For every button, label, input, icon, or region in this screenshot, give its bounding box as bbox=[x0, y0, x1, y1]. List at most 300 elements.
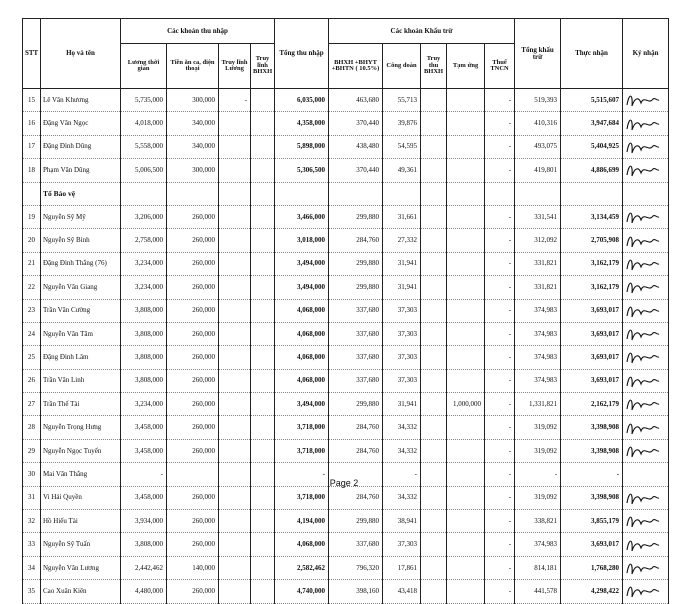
cell-total: - bbox=[275, 463, 329, 486]
cell-ded: 338,821 bbox=[515, 510, 561, 533]
cell-salary: 2,442,462 bbox=[121, 556, 167, 579]
cell-signature bbox=[623, 393, 669, 416]
cell-refund bbox=[421, 346, 447, 369]
cell-total: 3,494,000 bbox=[275, 393, 329, 416]
cell-adv bbox=[447, 556, 485, 579]
cell-signature bbox=[623, 276, 669, 299]
cell-net: 5,515,607 bbox=[561, 89, 623, 112]
cell-union: 49,361 bbox=[383, 159, 421, 182]
handwritten-signature-icon bbox=[623, 138, 661, 156]
cell-salary: 3,808,000 bbox=[121, 533, 167, 556]
cell-total: 3,494,000 bbox=[275, 276, 329, 299]
cell-adv bbox=[447, 369, 485, 392]
cell-adv bbox=[447, 229, 485, 252]
header-signature: Ký nhận bbox=[623, 19, 669, 89]
cell-adv bbox=[447, 89, 485, 112]
cell-refund bbox=[421, 299, 447, 322]
cell-name: Đặng Đình Lâm bbox=[41, 346, 121, 369]
cell-name: Hồ Hiếu Tài bbox=[41, 510, 121, 533]
header-deduction-group: Các khoản Khấu trừ bbox=[329, 19, 515, 44]
cell-signature bbox=[623, 252, 669, 275]
header-row-top bbox=[23, 19, 669, 44]
handwritten-signature-icon bbox=[623, 232, 661, 250]
cell-avg bbox=[219, 393, 251, 416]
cell-refund bbox=[421, 510, 447, 533]
cell-stt: 17 bbox=[23, 135, 41, 158]
cell-refund bbox=[421, 322, 447, 345]
cell-meal: 260,000 bbox=[167, 510, 219, 533]
cell-bhxh bbox=[251, 112, 275, 135]
cell-net: 2,705,908 bbox=[561, 229, 623, 252]
cell-refund bbox=[421, 580, 447, 603]
table-row bbox=[23, 580, 669, 603]
cell-signature bbox=[623, 229, 669, 252]
cell-name: Trần Thế Tài bbox=[41, 393, 121, 416]
cell-total: 5,898,000 bbox=[275, 135, 329, 158]
cell-avg bbox=[219, 135, 251, 158]
header-net: Thực nhận bbox=[561, 19, 623, 89]
cell-ins: 299,880 bbox=[329, 252, 383, 275]
cell-refund bbox=[421, 252, 447, 275]
cell-salary: 4,018,000 bbox=[121, 112, 167, 135]
cell-meal: 260,000 bbox=[167, 580, 219, 603]
cell-ded: 419,801 bbox=[515, 159, 561, 182]
cell-stt: 18 bbox=[23, 159, 41, 182]
cell-ded: 319,092 bbox=[515, 439, 561, 462]
handwritten-signature-icon bbox=[623, 489, 661, 507]
table-row bbox=[23, 322, 669, 345]
cell-bhxh bbox=[251, 486, 275, 509]
cell-net: 3,162,179 bbox=[561, 252, 623, 275]
cell-union: 54,595 bbox=[383, 135, 421, 158]
cell-ins: 284,760 bbox=[329, 486, 383, 509]
cell-ded: 331,541 bbox=[515, 205, 561, 228]
cell-ded: 814,181 bbox=[515, 556, 561, 579]
cell-union: 37,303 bbox=[383, 322, 421, 345]
cell-ins: 370,440 bbox=[329, 112, 383, 135]
cell-ins: 299,880 bbox=[329, 205, 383, 228]
cell-avg bbox=[219, 439, 251, 462]
cell-signature bbox=[623, 510, 669, 533]
cell-salary: 3,234,000 bbox=[121, 276, 167, 299]
cell-salary: - bbox=[121, 463, 167, 486]
cell-adv bbox=[447, 533, 485, 556]
cell-refund bbox=[421, 205, 447, 228]
cell-net: 3,947,684 bbox=[561, 112, 623, 135]
table-row bbox=[23, 229, 669, 252]
cell-union: 27,332 bbox=[383, 229, 421, 252]
cell-avg bbox=[219, 486, 251, 509]
cell-meal: 260,000 bbox=[167, 416, 219, 439]
handwritten-signature-icon bbox=[623, 91, 661, 109]
cell-meal: 260,000 bbox=[167, 229, 219, 252]
handwritten-signature-icon bbox=[623, 512, 661, 530]
cell-bhxh bbox=[251, 205, 275, 228]
cell-bhxh bbox=[251, 346, 275, 369]
cell-name: Nguyễn Văn Tâm bbox=[41, 322, 121, 345]
cell-total: 4,358,000 bbox=[275, 112, 329, 135]
cell-bhxh bbox=[251, 393, 275, 416]
cell-meal: 260,000 bbox=[167, 486, 219, 509]
cell-tax: - bbox=[485, 556, 515, 579]
cell-tax: - bbox=[485, 322, 515, 345]
cell-name: Tổ Bảo vệ bbox=[41, 182, 121, 205]
cell-name: Cao Xuân Kiên bbox=[41, 580, 121, 603]
cell-union: 17,861 bbox=[383, 556, 421, 579]
cell-signature bbox=[623, 556, 669, 579]
cell-salary: 3,934,000 bbox=[121, 510, 167, 533]
table-row bbox=[23, 205, 669, 228]
cell-avg: - bbox=[219, 89, 251, 112]
cell-ins: 337,680 bbox=[329, 533, 383, 556]
cell-total: 4,068,000 bbox=[275, 299, 329, 322]
cell-union: 37,303 bbox=[383, 369, 421, 392]
cell-tax: - bbox=[485, 463, 515, 486]
cell-ded: 374,983 bbox=[515, 322, 561, 345]
cell-tax: - bbox=[485, 533, 515, 556]
table-row bbox=[23, 89, 669, 112]
header-insurance: BHXH +BHYT +BHTN ( 10.5%) bbox=[329, 44, 383, 89]
cell-net: 3,162,179 bbox=[561, 276, 623, 299]
cell-ded: 1,331,821 bbox=[515, 393, 561, 416]
cell-tax: - bbox=[485, 416, 515, 439]
handwritten-signature-icon bbox=[623, 161, 661, 179]
cell-bhxh bbox=[251, 439, 275, 462]
handwritten-signature-icon bbox=[623, 395, 661, 413]
header-union: Công đoàn bbox=[383, 44, 421, 89]
cell-name: Nguyễn Sỹ Mỹ bbox=[41, 205, 121, 228]
cell-net: 3,855,179 bbox=[561, 510, 623, 533]
cell-adv bbox=[447, 416, 485, 439]
cell-meal: 260,000 bbox=[167, 299, 219, 322]
cell-net bbox=[561, 182, 623, 205]
cell-bhxh bbox=[251, 556, 275, 579]
cell-salary: 3,808,000 bbox=[121, 346, 167, 369]
cell-tax: - bbox=[485, 580, 515, 603]
cell-ins bbox=[329, 182, 383, 205]
table-row bbox=[23, 135, 669, 158]
cell-net: 3,693,017 bbox=[561, 346, 623, 369]
cell-salary: 3,458,000 bbox=[121, 439, 167, 462]
cell-bhxh bbox=[251, 229, 275, 252]
handwritten-signature-icon bbox=[623, 582, 661, 600]
cell-signature bbox=[623, 346, 669, 369]
cell-meal: 340,000 bbox=[167, 135, 219, 158]
cell-tax: - bbox=[485, 205, 515, 228]
cell-signature bbox=[623, 159, 669, 182]
cell-tax: - bbox=[485, 159, 515, 182]
cell-name: Mai Văn Thắng bbox=[41, 463, 121, 486]
table-row bbox=[23, 182, 669, 205]
cell-ins: 337,680 bbox=[329, 299, 383, 322]
cell-name: Trần Văn Linh bbox=[41, 369, 121, 392]
cell-salary: 3,808,000 bbox=[121, 322, 167, 345]
cell-ins: 796,320 bbox=[329, 556, 383, 579]
header-back-bhxh: Truy lĩnh BHXH bbox=[251, 44, 275, 89]
cell-union: 31,661 bbox=[383, 205, 421, 228]
cell-stt: 35 bbox=[23, 580, 41, 603]
cell-total: 5,306,500 bbox=[275, 159, 329, 182]
cell-name: Vi Hải Quyền bbox=[41, 486, 121, 509]
cell-union: 37,303 bbox=[383, 533, 421, 556]
cell-stt: 22 bbox=[23, 276, 41, 299]
table-row bbox=[23, 533, 669, 556]
cell-adv bbox=[447, 159, 485, 182]
cell-bhxh bbox=[251, 299, 275, 322]
cell-meal: 300,000 bbox=[167, 159, 219, 182]
payroll-body bbox=[23, 89, 669, 604]
cell-union: 55,713 bbox=[383, 89, 421, 112]
cell-refund bbox=[421, 112, 447, 135]
cell-adv bbox=[447, 510, 485, 533]
cell-name: Nguyễn Văn Giang bbox=[41, 276, 121, 299]
cell-net: 5,404,925 bbox=[561, 135, 623, 158]
cell-signature bbox=[623, 486, 669, 509]
cell-tax: - bbox=[485, 112, 515, 135]
cell-ded: 331,821 bbox=[515, 252, 561, 275]
cell-net: 3,398,908 bbox=[561, 439, 623, 462]
cell-net: 3,398,908 bbox=[561, 486, 623, 509]
cell-stt: 29 bbox=[23, 439, 41, 462]
cell-tax: - bbox=[485, 510, 515, 533]
cell-avg bbox=[219, 159, 251, 182]
cell-union: 38,941 bbox=[383, 510, 421, 533]
cell-stt: 15 bbox=[23, 89, 41, 112]
cell-signature bbox=[623, 322, 669, 345]
cell-ded: 374,983 bbox=[515, 369, 561, 392]
cell-name: Đặng Đình Dũng bbox=[41, 135, 121, 158]
cell-union: 31,941 bbox=[383, 252, 421, 275]
cell-meal: 260,000 bbox=[167, 276, 219, 299]
cell-total: 3,494,000 bbox=[275, 252, 329, 275]
cell-tax: - bbox=[485, 252, 515, 275]
table-row bbox=[23, 439, 669, 462]
cell-salary: 3,234,000 bbox=[121, 393, 167, 416]
cell-bhxh bbox=[251, 89, 275, 112]
cell-salary: 4,480,000 bbox=[121, 580, 167, 603]
cell-ded: 410,316 bbox=[515, 112, 561, 135]
cell-stt: 32 bbox=[23, 510, 41, 533]
cell-ded: 374,983 bbox=[515, 346, 561, 369]
cell-refund bbox=[421, 159, 447, 182]
cell-ded: 493,075 bbox=[515, 135, 561, 158]
cell-union: 34,332 bbox=[383, 416, 421, 439]
payroll-table bbox=[22, 18, 669, 604]
cell-signature bbox=[623, 439, 669, 462]
cell-signature bbox=[623, 580, 669, 603]
cell-avg bbox=[219, 416, 251, 439]
cell-stt: 28 bbox=[23, 416, 41, 439]
header-name: Họ và tên bbox=[41, 19, 121, 89]
cell-name: Nguyễn Văn Lương bbox=[41, 556, 121, 579]
cell-ins: 337,680 bbox=[329, 322, 383, 345]
handwritten-signature-icon bbox=[623, 442, 661, 460]
cell-total: 3,718,000 bbox=[275, 486, 329, 509]
cell-stt: 34 bbox=[23, 556, 41, 579]
cell-adv bbox=[447, 346, 485, 369]
cell-net: 4,886,699 bbox=[561, 159, 623, 182]
cell-union: 31,941 bbox=[383, 393, 421, 416]
cell-refund bbox=[421, 182, 447, 205]
cell-bhxh bbox=[251, 135, 275, 158]
cell-avg bbox=[219, 276, 251, 299]
cell-avg bbox=[219, 510, 251, 533]
cell-bhxh bbox=[251, 182, 275, 205]
cell-ins: 284,760 bbox=[329, 439, 383, 462]
cell-signature bbox=[623, 299, 669, 322]
cell-tax: - bbox=[485, 135, 515, 158]
cell-ded: - bbox=[515, 463, 561, 486]
cell-adv bbox=[447, 322, 485, 345]
header-advance: Tạm ứng bbox=[447, 44, 485, 89]
cell-ded: 441,578 bbox=[515, 580, 561, 603]
cell-net: 3,693,017 bbox=[561, 322, 623, 345]
cell-tax: - bbox=[485, 393, 515, 416]
cell-adv bbox=[447, 112, 485, 135]
cell-union: 43,418 bbox=[383, 580, 421, 603]
cell-tax: - bbox=[485, 486, 515, 509]
cell-stt: 30 bbox=[23, 463, 41, 486]
cell-refund bbox=[421, 369, 447, 392]
cell-bhxh bbox=[251, 159, 275, 182]
cell-tax: - bbox=[485, 89, 515, 112]
cell-total: 3,466,000 bbox=[275, 205, 329, 228]
cell-net: 3,398,908 bbox=[561, 416, 623, 439]
cell-refund bbox=[421, 89, 447, 112]
table-row bbox=[23, 510, 669, 533]
cell-meal: 260,000 bbox=[167, 369, 219, 392]
cell-adv bbox=[447, 439, 485, 462]
cell-total: 4,740,000 bbox=[275, 580, 329, 603]
cell-refund bbox=[421, 556, 447, 579]
cell-avg bbox=[219, 580, 251, 603]
cell-adv bbox=[447, 580, 485, 603]
cell-adv bbox=[447, 252, 485, 275]
cell-adv: 1,000,000 bbox=[447, 393, 485, 416]
table-row bbox=[23, 112, 669, 135]
cell-meal: 260,000 bbox=[167, 346, 219, 369]
cell-total: 4,068,000 bbox=[275, 533, 329, 556]
cell-net: 2,162,179 bbox=[561, 393, 623, 416]
cell-meal: 260,000 bbox=[167, 533, 219, 556]
cell-tax: - bbox=[485, 439, 515, 462]
cell-bhxh bbox=[251, 416, 275, 439]
cell-salary: 3,808,000 bbox=[121, 369, 167, 392]
cell-total: 2,582,462 bbox=[275, 556, 329, 579]
cell-union: - bbox=[383, 463, 421, 486]
cell-total: 3,718,000 bbox=[275, 439, 329, 462]
cell-net: 3,693,017 bbox=[561, 299, 623, 322]
cell-salary: 3,458,000 bbox=[121, 416, 167, 439]
header-total-deduction: Tổng khấu trừ bbox=[515, 19, 561, 89]
cell-ins: 370,440 bbox=[329, 159, 383, 182]
cell-meal: 300,000 bbox=[167, 89, 219, 112]
table-row bbox=[23, 393, 669, 416]
cell-ins: 284,760 bbox=[329, 416, 383, 439]
header-income-group: Các khoản thu nhập bbox=[121, 19, 275, 44]
cell-avg bbox=[219, 322, 251, 345]
table-row bbox=[23, 369, 669, 392]
cell-bhxh bbox=[251, 533, 275, 556]
handwritten-signature-icon bbox=[623, 348, 661, 366]
cell-ded bbox=[515, 182, 561, 205]
cell-salary: 5,006,500 bbox=[121, 159, 167, 182]
cell-salary: 3,234,000 bbox=[121, 252, 167, 275]
cell-stt: 27 bbox=[23, 393, 41, 416]
table-row bbox=[23, 159, 669, 182]
cell-tax: - bbox=[485, 346, 515, 369]
table-row bbox=[23, 299, 669, 322]
cell-ins: 337,680 bbox=[329, 346, 383, 369]
page-footer: Page 2 bbox=[329, 478, 359, 488]
cell-stt: 25 bbox=[23, 346, 41, 369]
cell-bhxh bbox=[251, 369, 275, 392]
cell-union: 37,303 bbox=[383, 299, 421, 322]
table-row bbox=[23, 276, 669, 299]
header-total-income: Tổng thu nhập bbox=[275, 19, 329, 89]
cell-avg bbox=[219, 346, 251, 369]
cell-avg bbox=[219, 556, 251, 579]
cell-salary: 3,808,000 bbox=[121, 299, 167, 322]
cell-bhxh bbox=[251, 322, 275, 345]
cell-salary: 3,458,000 bbox=[121, 486, 167, 509]
cell-union bbox=[383, 182, 421, 205]
cell-ded: 374,983 bbox=[515, 299, 561, 322]
cell-meal: 140,000 bbox=[167, 556, 219, 579]
cell-stt: 31 bbox=[23, 486, 41, 509]
cell-refund bbox=[421, 439, 447, 462]
cell-total: 4,068,000 bbox=[275, 322, 329, 345]
table-row bbox=[23, 346, 669, 369]
cell-stt: 23 bbox=[23, 299, 41, 322]
cell-refund bbox=[421, 276, 447, 299]
cell-stt bbox=[23, 182, 41, 205]
cell-total bbox=[275, 182, 329, 205]
cell-union: 37,303 bbox=[383, 346, 421, 369]
cell-ins: 299,880 bbox=[329, 393, 383, 416]
cell-signature bbox=[623, 182, 669, 205]
cell-signature bbox=[623, 416, 669, 439]
cell-stt: 19 bbox=[23, 205, 41, 228]
cell-total: 6,035,000 bbox=[275, 89, 329, 112]
cell-meal bbox=[167, 182, 219, 205]
cell-union: 39,876 bbox=[383, 112, 421, 135]
cell-name: Trần Văn Cường bbox=[41, 299, 121, 322]
cell-signature bbox=[623, 135, 669, 158]
cell-meal: 260,000 bbox=[167, 393, 219, 416]
table-row bbox=[23, 556, 669, 579]
cell-name: Nguyễn Ngọc Tuyến bbox=[41, 439, 121, 462]
cell-ins: 299,880 bbox=[329, 510, 383, 533]
cell-meal: 260,000 bbox=[167, 322, 219, 345]
cell-ins: 337,680 bbox=[329, 369, 383, 392]
header-avg-wage: Truy lĩnh Lương bbox=[219, 44, 251, 89]
cell-ded: 374,983 bbox=[515, 533, 561, 556]
cell-name: Nguyễn Sỹ Tuấn bbox=[41, 533, 121, 556]
cell-ded: 312,092 bbox=[515, 229, 561, 252]
handwritten-signature-icon bbox=[623, 559, 661, 577]
cell-ins: 284,760 bbox=[329, 229, 383, 252]
cell-net: 1,768,280 bbox=[561, 556, 623, 579]
cell-adv bbox=[447, 276, 485, 299]
cell-signature bbox=[623, 369, 669, 392]
cell-adv bbox=[447, 205, 485, 228]
handwritten-signature-icon bbox=[623, 325, 661, 343]
cell-total: 4,068,000 bbox=[275, 346, 329, 369]
cell-stt: 21 bbox=[23, 252, 41, 275]
header-stt: STT bbox=[23, 19, 41, 89]
cell-adv bbox=[447, 135, 485, 158]
